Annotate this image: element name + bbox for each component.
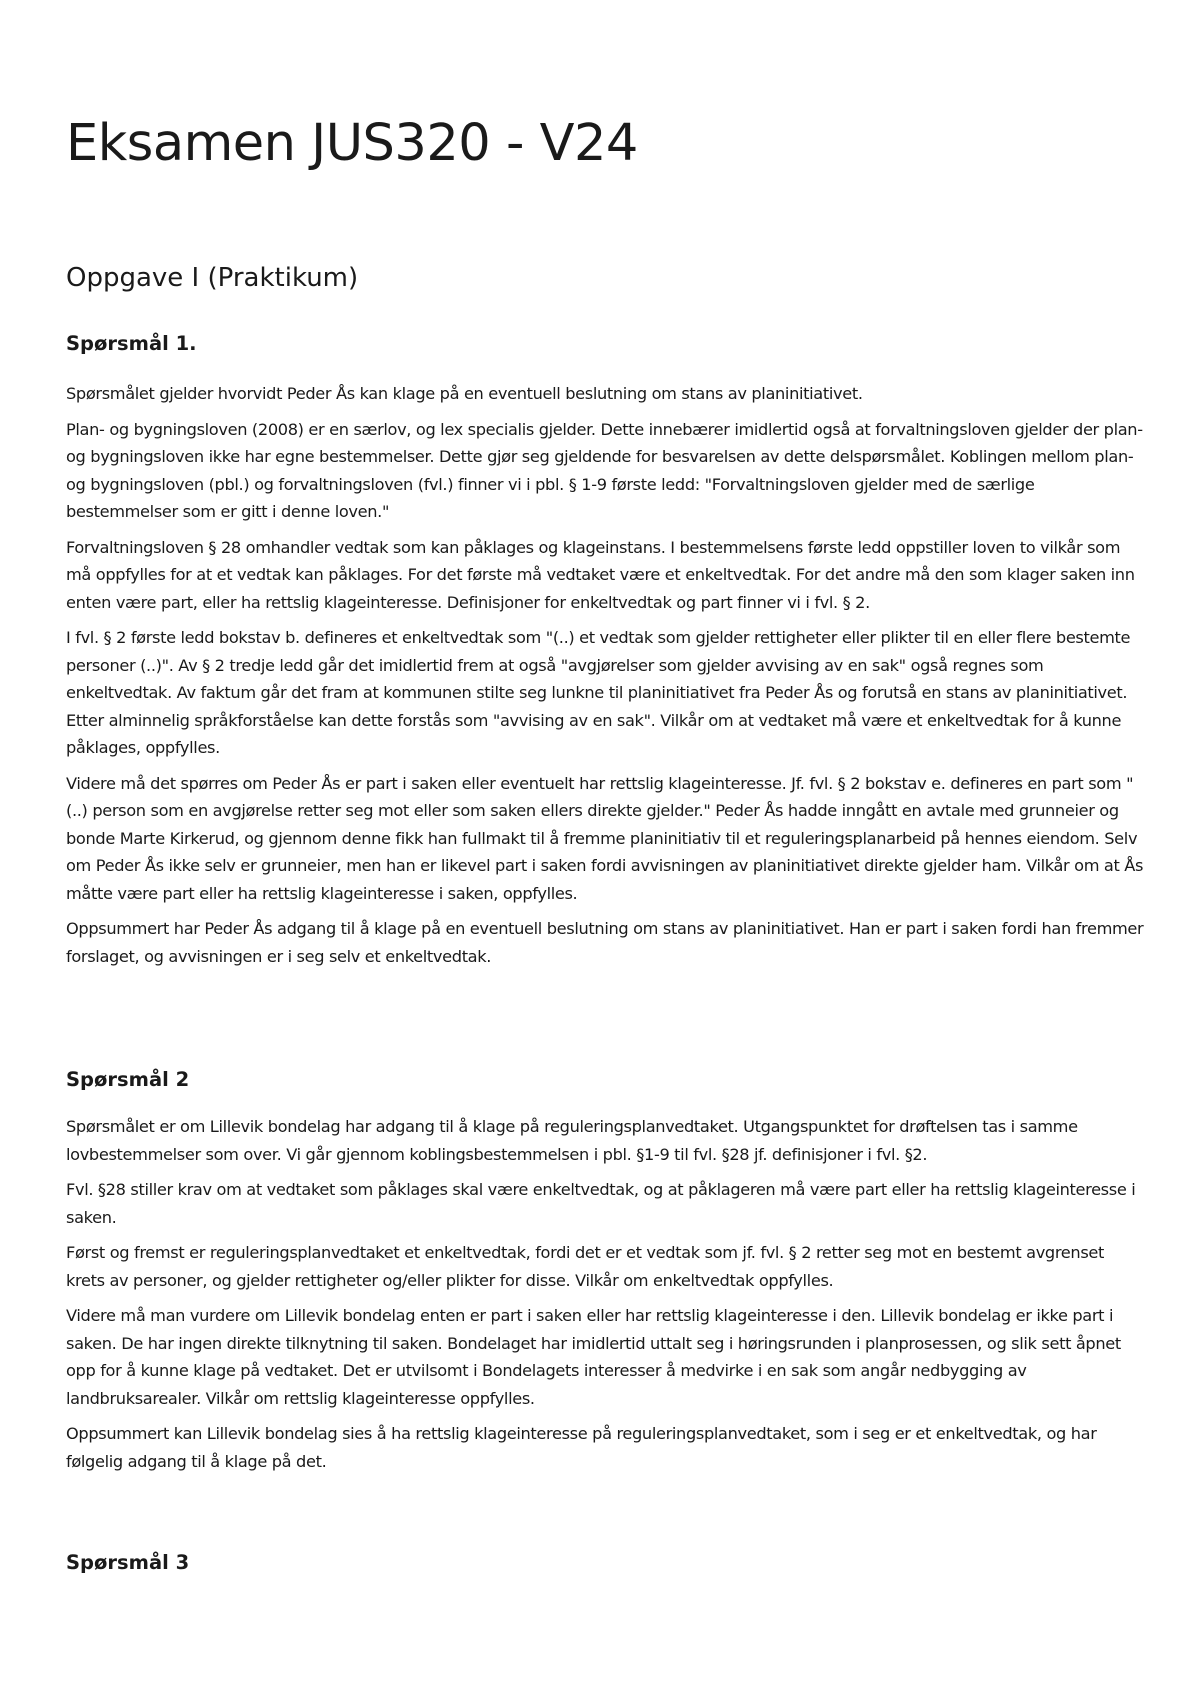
- paragraph: Forvaltningsloven § 28 omhandler vedtak som kan påklages og klageinstans. I bestemmelsens første ledd oppstiller loven to vilkår som må oppfylles for at et vedtak kan påklages. For det første må vedtaket være et enkeltvedtak. For det andre må den som klager saken inn enten være part, eller ha rettslig klageinteresse. Definisjoner for enkeltvedtak og part finner vi i fvl. § 2.: [66, 537, 1135, 612]
- question-2-body: [66, 1113, 1146, 1483]
- paragraph: I fvl. § 2 første ledd bokstav b. defineres et enkeltvedtak som "(..) et vedtak som gjelder rettigheter eller plikter til en eller flere bestemte personer (..)". Av § 2 tredje ledd går det imidlertid frem at også "avgjørelser som gjelder avvising av en sak" også regnes som enkeltvedtak. Av faktum går det fram at kommunen stilte seg lunkne til planinitiativet fra Peder Ås og forutså en stans av planinitiativet. Etter alminnelig språkforståelse kan dette forstås som "avvising av en sak". Vilkår om at vedtaket må være et enkeltvedtak for å kunne påklages, oppfylles.: [66, 628, 1131, 757]
- question-3-heading: Spørsmål 3: [66, 1551, 190, 1574]
- document-title: Eksamen JUS320 - V24: [66, 114, 638, 173]
- paragraph: Spørsmålet er om Lillevik bondelag har adgang til å klage på reguleringsplanvedtaket. Utgangspunktet for drøftelsen tas i samme lovbestemmelser som over. Vi går gjennom koblingsbestemmelsen i pbl. §1-9 til fvl. §28 jf. definisjoner i fvl. §2.: [66, 1117, 1078, 1164]
- question-1-body: [66, 380, 1146, 978]
- paragraph: Oppsummert har Peder Ås adgang til å klage på en eventuell beslutning om stans av planinitiativet. Han er part i saken fordi han fremmer forslaget, og avvisningen er i seg selv et enkeltvedtak.: [66, 919, 1144, 966]
- paragraph: Plan- og bygningsloven (2008) er en særlov, og lex specialis gjelder. Dette innebærer imidlertid også at forvaltningsloven gjelder der plan- og bygningsloven ikke har egne bestemmelser. Dette gjør seg gjeldende for besvarelsen av dette delspørsmålet. Koblingen mellom plan- og bygningsloven (pbl.) og forvaltningsloven (fvl.) finner vi i pbl. § 1-9 første ledd: "Forvaltningsloven gjelder med de særlige bestemmelser som er gitt i denne loven.": [66, 419, 1143, 521]
- question-2-heading: Spørsmål 2: [66, 1068, 190, 1091]
- paragraph: Oppsummert kan Lillevik bondelag sies å ha rettslig klageinteresse på reguleringsplanvedtaket, som i seg er et enkeltvedtak, og har følgelig adgang til å klage på det.: [66, 1424, 1097, 1471]
- paragraph: Fvl. §28 stiller krav om at vedtaket som påklages skal være enkeltvedtak, og at påklageren må være part eller ha rettslig klageinteresse i saken.: [66, 1180, 1136, 1227]
- paragraph: Spørsmålet gjelder hvorvidt Peder Ås kan klage på en eventuell beslutning om stans av planinitiativet.: [66, 384, 863, 403]
- paragraph: Videre må man vurdere om Lillevik bondelag enten er part i saken eller har rettslig klageinteresse i den. Lillevik bondelag er ikke part i saken. De har ingen direkte tilknytning til saken. Bondelaget har imidlertid uttalt seg i høringsrunden i planprosessen, og slik sett åpnet opp for å kunne klage på vedtaket. Det er utvilsomt i Bondelagets interesser å medvirke i en sak som angår nedbygging av landbruksarealer. Vilkår om rettslig klageinteresse oppfylles.: [66, 1306, 1121, 1408]
- paragraph: Videre må det spørres om Peder Ås er part i saken eller eventuelt har rettslig klageinteresse. Jf. fvl. § 2 bokstav e. defineres en part som "(..) person som en avgjørelse retter seg mot eller som saken ellers direkte gjelder." Peder Ås hadde inngått en avtale med grunneier og bonde Marte Kirkerud, og gjennom denne fikk han fullmakt til å fremme planinitiativ til et reguleringsplanarbeid på hennes eiendom. Selv om Peder Ås ikke selv er grunneier, men han er likevel part i saken fordi avvisningen av planinitiativet direkte gjelder ham. Vilkår om at Ås måtte være part eller ha rettslig klageinteresse i saken, oppfylles.: [66, 773, 1144, 903]
- question-1-heading: Spørsmål 1.: [66, 332, 197, 355]
- paragraph: Først og fremst er reguleringsplanvedtaket et enkeltvedtak, fordi det er et vedtak som jf. fvl. § 2 retter seg mot en bestemt avgrenset krets av personer, og gjelder rettigheter og/eller plikter for disse. Vilkår om enkeltvedtak oppfylles.: [66, 1243, 1105, 1290]
- section-title: Oppgave I (Praktikum): [66, 263, 359, 293]
